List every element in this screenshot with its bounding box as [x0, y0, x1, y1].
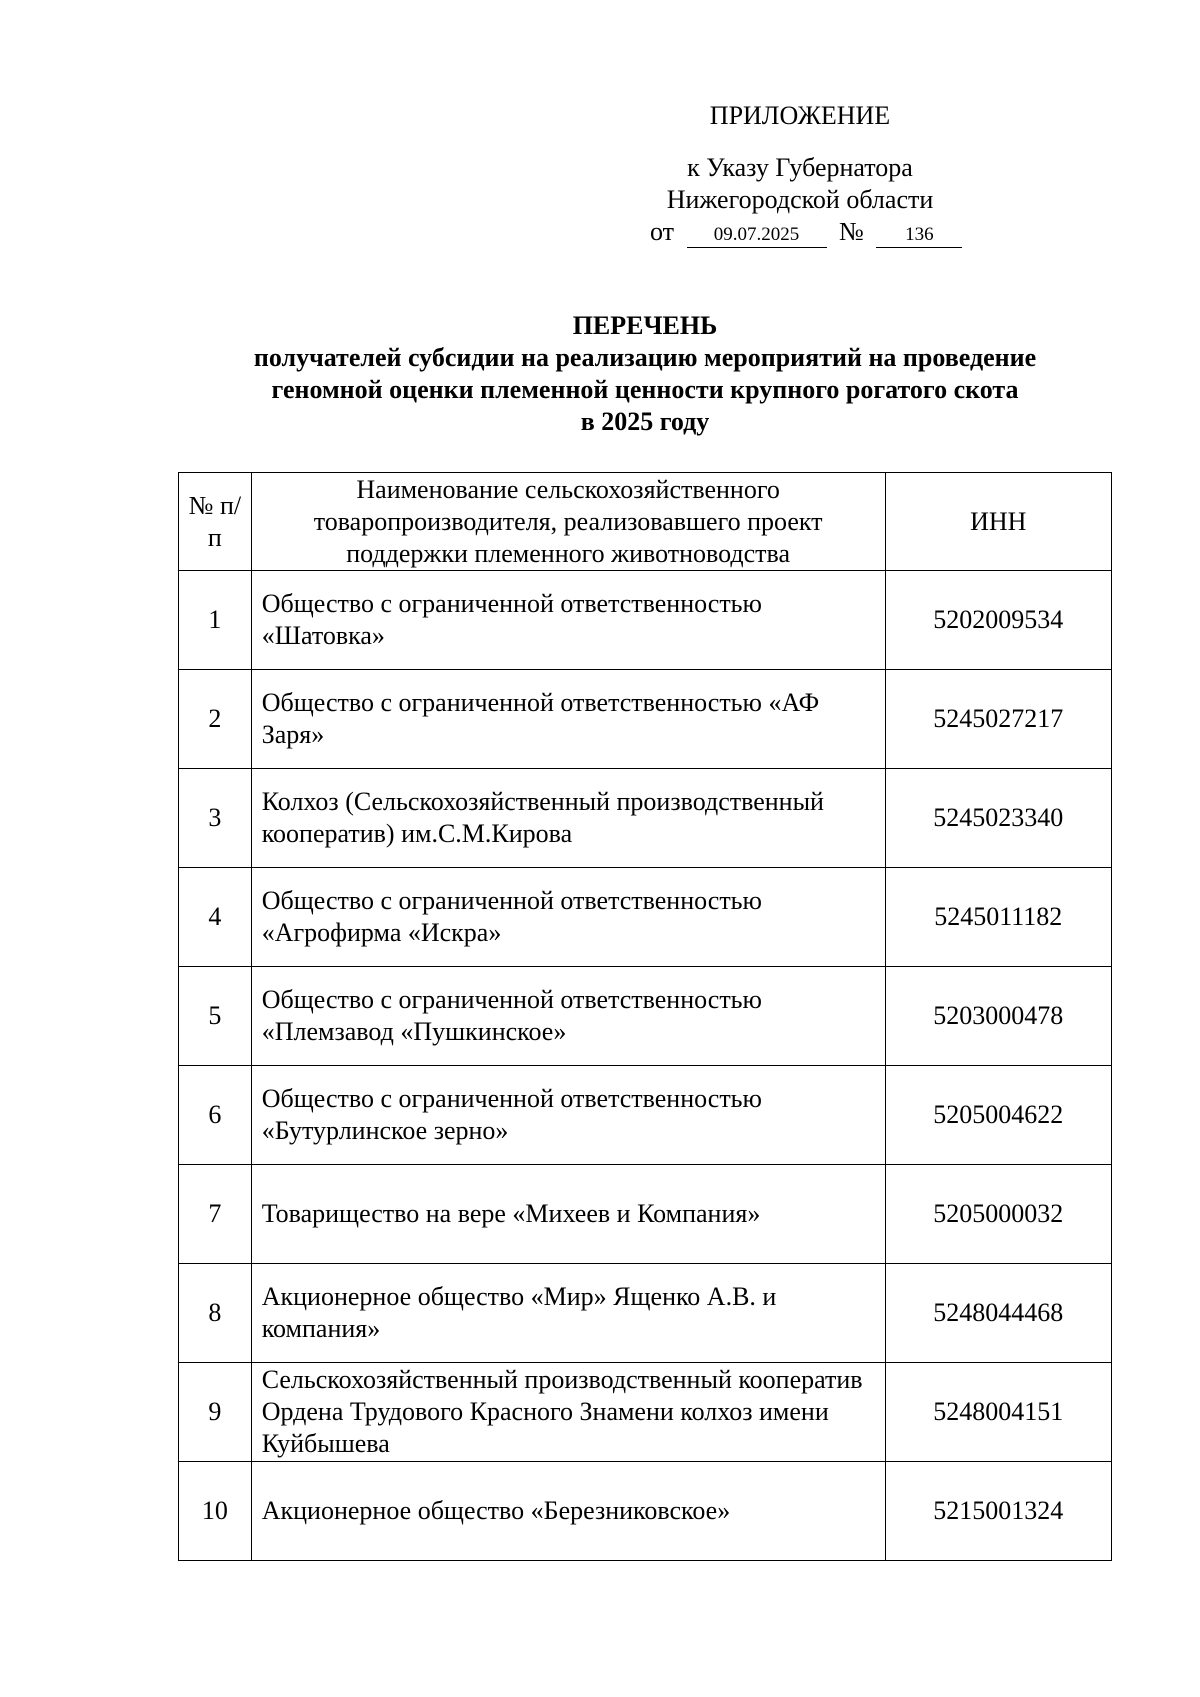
row-num: 5 — [179, 967, 252, 1066]
row-inn: 5205000032 — [885, 1165, 1112, 1264]
row-num: 7 — [179, 1165, 252, 1264]
row-name: Сельскохозяйственный производственный кооператив Ордена Трудового Красного Знамени колхоз имени Куйбышева — [251, 1363, 885, 1462]
row-num: 9 — [179, 1363, 252, 1462]
number-prefix: № — [839, 217, 864, 246]
row-num: 4 — [179, 868, 252, 967]
table-row — [179, 868, 1112, 967]
row-name: Общество с ограниченной ответственностью «Агрофирма «Искра» — [251, 868, 885, 967]
appendix-ref-line2: Нижегородской области — [666, 185, 934, 214]
decree-date: 09.07.2025 — [687, 223, 827, 248]
row-name: Колхоз (Сельскохозяйственный производственный кооператив) им.С.М.Кирова — [251, 769, 885, 868]
title-heading: ПЕРЕЧЕНЬ — [572, 311, 718, 340]
row-inn: 5245027217 — [885, 670, 1112, 769]
header-inn: ИНН — [885, 473, 1112, 571]
table-row — [179, 571, 1112, 670]
row-inn: 5245023340 — [885, 769, 1112, 868]
appendix-ref-line1: к Указу Губернатора — [687, 153, 913, 182]
table-row — [179, 769, 1112, 868]
table-body — [179, 571, 1112, 1561]
row-num: 6 — [179, 1066, 252, 1165]
appendix-reference — [600, 152, 1000, 216]
row-inn: 5245011182 — [885, 868, 1112, 967]
row-inn: 5202009534 — [885, 571, 1112, 670]
row-inn: 5203000478 — [885, 967, 1112, 1066]
date-prefix: от — [650, 217, 675, 246]
row-name: Общество с ограниченной ответственностью «Бутурлинское зерно» — [251, 1066, 885, 1165]
row-inn: 5205004622 — [885, 1066, 1112, 1165]
row-name: Общество с ограниченной ответственностью «Племзавод «Пушкинское» — [251, 967, 885, 1066]
row-name: Общество с ограниченной ответственностью «АФ Заря» — [251, 670, 885, 769]
row-name: Акционерное общество «Березниковское» — [251, 1462, 885, 1561]
recipients-table — [178, 472, 1112, 1561]
row-num: 2 — [179, 670, 252, 769]
table-row — [179, 1066, 1112, 1165]
row-num: 3 — [179, 769, 252, 868]
row-inn: 5248044468 — [885, 1264, 1112, 1363]
header-num: № п/п — [179, 473, 252, 571]
table-row — [179, 1462, 1112, 1561]
title-line1: получателей субсидии на реализацию мероприятий на проведение — [253, 343, 1037, 372]
table-row — [179, 1363, 1112, 1462]
row-inn: 5215001324 — [885, 1462, 1112, 1561]
row-inn: 5248004151 — [885, 1363, 1112, 1462]
row-name: Общество с ограниченной ответственностью «Шатовка» — [251, 571, 885, 670]
title-line2: геномной оценки племенной ценности крупного рогатого скота — [271, 375, 1019, 404]
decree-number: 136 — [876, 223, 962, 248]
table-row — [179, 1264, 1112, 1363]
document-title — [140, 310, 1150, 438]
table-row — [179, 1165, 1112, 1264]
table-header-row — [179, 473, 1112, 571]
row-num: 10 — [179, 1462, 252, 1561]
row-name: Акционерное общество «Мир» Ященко А.В. и компания» — [251, 1264, 885, 1363]
appendix-date-line — [650, 216, 962, 248]
table-row — [179, 670, 1112, 769]
header-name: Наименование сельскохозяйственного товаропроизводителя, реализовавшего проект поддержки племенного животноводства — [251, 473, 885, 571]
table-row — [179, 967, 1112, 1066]
row-num: 1 — [179, 571, 252, 670]
row-num: 8 — [179, 1264, 252, 1363]
appendix-title: ПРИЛОЖЕНИЕ — [709, 101, 891, 130]
title-line3: в 2025 году — [580, 407, 710, 436]
row-name: Товарищество на вере «Михеев и Компания» — [251, 1165, 885, 1264]
